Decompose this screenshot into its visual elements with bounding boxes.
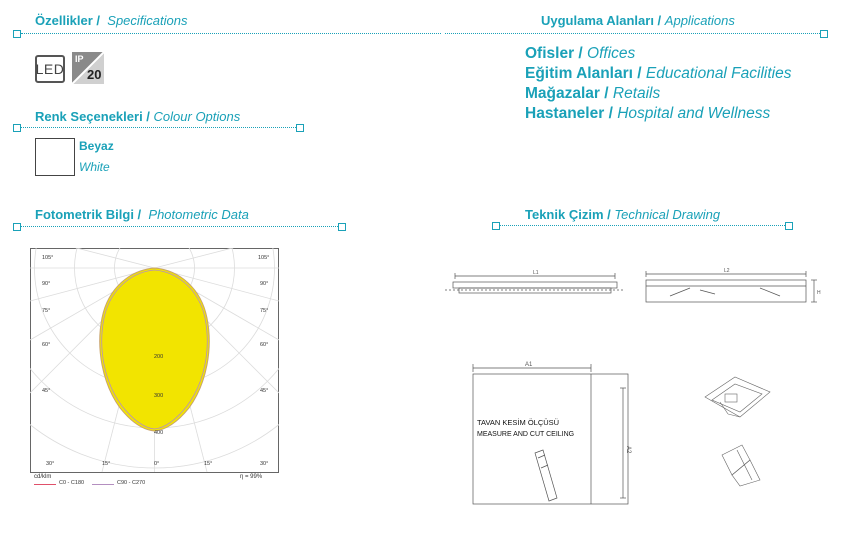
angle-label-left: 105° xyxy=(42,255,54,261)
applications-list xyxy=(525,44,791,124)
dim-a1: A1 xyxy=(525,362,533,368)
legend-c90: C90 - C270 xyxy=(117,480,146,486)
efficiency-label: η = 99% xyxy=(240,474,263,480)
legend-c0: C0 - C180 xyxy=(59,480,85,486)
radial-value-label: 400 xyxy=(154,430,164,436)
photometric-diagram xyxy=(30,248,279,473)
installation-sketch-top xyxy=(700,372,775,427)
angle-label-right: 45° xyxy=(260,388,269,394)
angle-label-left: 45° xyxy=(42,388,51,394)
photometric-heading: Fotometrik Bilgi / Photometric Data xyxy=(35,207,249,222)
section-marker-left xyxy=(13,223,21,231)
applications-heading: Uygulama Alanları / Applications xyxy=(541,13,735,28)
section-marker-right xyxy=(338,223,346,231)
photometric-rule xyxy=(21,226,338,227)
ip20-icon: IP 20 xyxy=(72,52,104,84)
angle-label-right: 60° xyxy=(260,342,269,348)
installation-sketch-bottom xyxy=(712,440,767,490)
angle-label-left: 60° xyxy=(42,342,51,348)
white-swatch xyxy=(35,138,75,176)
colour-name-en: White xyxy=(79,160,110,174)
legend-line-c90 xyxy=(92,484,114,485)
dim-l1: L1 xyxy=(533,270,539,276)
section-marker-left xyxy=(13,30,21,38)
bottom-angle-label: 0° xyxy=(154,461,160,467)
technical-heading: Teknik Çizim / Technical Drawing xyxy=(525,207,721,222)
colour-options-rule xyxy=(21,127,296,128)
dim-a2: A2 xyxy=(625,446,631,454)
specifications-heading: Özellikler / Specifications xyxy=(35,13,188,28)
front-view-drawing xyxy=(640,266,825,316)
section-marker-right xyxy=(820,30,828,38)
section-marker-left xyxy=(492,222,500,230)
dim-l2: L2 xyxy=(724,268,730,274)
angle-label-right: 105° xyxy=(258,255,270,261)
application-item: Hastaneler / Hospital and Wellness xyxy=(525,105,771,122)
dim-h: H xyxy=(817,290,821,296)
bottom-angle-label: 30° xyxy=(260,461,269,467)
application-item: Ofisler / Offices xyxy=(525,45,636,62)
colour-options-heading: Renk Seçenekleri / Colour Options xyxy=(35,109,241,124)
bottom-angle-label: 15° xyxy=(102,461,111,467)
angle-label-right: 90° xyxy=(260,281,269,287)
colour-name-tr: Beyaz xyxy=(79,139,114,153)
angle-label-left: 75° xyxy=(42,308,51,314)
legend-line-c0 xyxy=(34,484,56,485)
angle-label-right: 75° xyxy=(260,308,269,314)
unit-label: cd/klm xyxy=(34,474,52,480)
radial-value-label: 200 xyxy=(154,354,164,360)
section-marker-left xyxy=(13,124,21,132)
cut-text-tr: TAVAN KESİM ÖLÇÜSÜ xyxy=(477,418,560,427)
bottom-angle-label: 30° xyxy=(46,461,55,467)
radial-value-label: 300 xyxy=(154,393,164,399)
applications-rule xyxy=(445,33,820,34)
section-marker-right xyxy=(785,222,793,230)
application-item: Mağazalar / Retails xyxy=(525,85,661,102)
specifications-rule xyxy=(21,33,441,34)
cut-text-en: MEASURE AND CUT CEILING xyxy=(477,431,575,438)
led-icon: LED xyxy=(35,55,65,83)
polar-chart xyxy=(30,248,279,473)
angle-label-left: 90° xyxy=(42,281,51,287)
application-item: Eğitim Alanları / Educational Facilities xyxy=(525,65,792,82)
technical-rule xyxy=(500,225,785,226)
section-marker-right xyxy=(296,124,304,132)
bottom-angle-label: 15° xyxy=(204,461,213,467)
side-view-drawing xyxy=(445,268,625,308)
